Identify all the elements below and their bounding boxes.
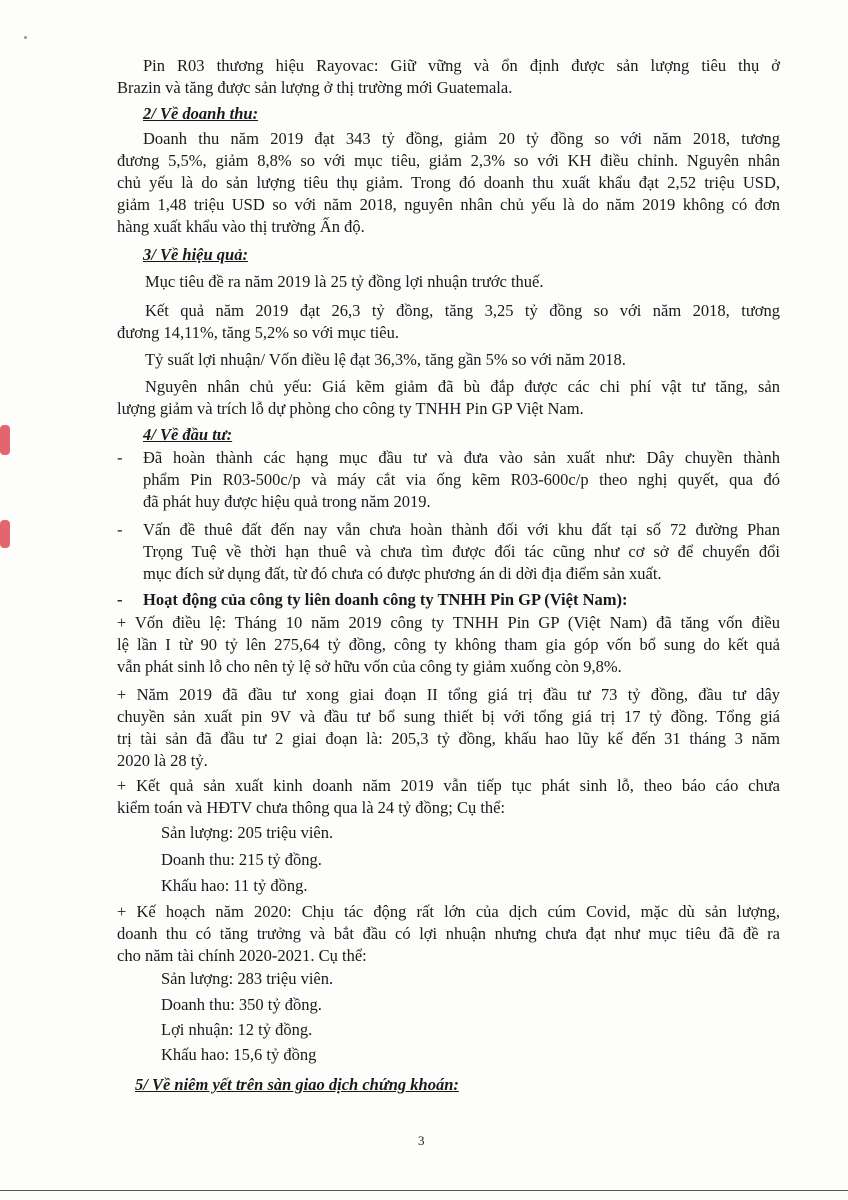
paragraph-line: cho năm tài chính 2020-2021. Cụ thể: (117, 946, 367, 965)
scan-speck (24, 36, 27, 39)
paragraph-line: đương 14,11%, tăng 5,2% so với mục tiêu. (117, 323, 399, 342)
paragraph-line: 2020 là 28 tỷ. (117, 751, 208, 770)
bullet-dash: - (117, 590, 123, 609)
page-number: 3 (418, 1133, 425, 1148)
paragraph-line: Kết quả năm 2019 đạt 26,3 tỷ đồng, tăng 3,25 tỷ đồng so với năm 2018, tương (145, 301, 780, 320)
paragraph-line: Brazin và tăng được sản lượng ở thị trường mới Guatemala. (117, 78, 513, 97)
paragraph-line: trị tài sản đã đầu tư 2 giai đoạn là: 205,3 tỷ đồng, khấu hao lũy kế đến 31 tháng 3 năm (117, 729, 780, 748)
paragraph-line: lượng giảm và trích lỗ dự phòng cho công ty TNHH Pin GP Việt Nam. (117, 399, 584, 418)
red-stamp-edge (0, 520, 10, 548)
paragraph-line: giảm 1,48 triệu USD so với năm 2018, nguyên nhân chủ yếu là do năm 2019 không có đơn (117, 195, 780, 214)
paragraph-line: lệ lần I từ 90 tỷ lên 275,64 tỷ đồng, công ty không tham gia góp vốn bổ sung do kết quả (117, 635, 780, 654)
red-stamp-edge (0, 425, 10, 455)
section-heading: 5/ Về niêm yết trên sàn giao dịch chứng khoán: (135, 1075, 459, 1094)
plan-item: Khấu hao: 15,6 tỷ đồng (161, 1045, 317, 1064)
paragraph-line: vẫn phát sinh lỗ cho nên tỷ lệ sở hữu vốn của công ty giảm xuống còn 9,8%. (117, 657, 622, 676)
bullet-line: đã phát huy được hiệu quả trong năm 2019. (143, 492, 431, 511)
page-bottom-edge (0, 1190, 848, 1191)
paragraph-line: chủ yếu là do sản lượng tiêu thụ giảm. Trong đó doanh thu xuất khẩu đạt 2,52 triệu USD, (117, 173, 780, 192)
bullet-line: Trọng Tuệ về thời hạn thuê và chưa tìm được đối tác cũng như cơ sở để chuyển đổi (143, 542, 780, 561)
paragraph-line: Tỷ suất lợi nhuận/ Vốn điều lệ đạt 36,3%, tăng gần 5% so với năm 2018. (145, 350, 626, 369)
section-heading: 2/ Về doanh thu: (143, 104, 259, 123)
bullet-line: mục đích sử dụng đất, từ đó chưa có được phương án di dời địa điểm sản xuất. (143, 564, 662, 583)
plan-item: Lợi nhuận: 12 tỷ đồng. (161, 1020, 313, 1039)
paragraph-line: + Kết quả sản xuất kinh doanh năm 2019 vẫn tiếp tục phát sinh lỗ, theo báo cáo chưa (117, 776, 780, 795)
paragraph-line: Pin R03 thương hiệu Rayovac: Giữ vững và ổn định được sản lượng tiêu thụ ở (143, 56, 780, 75)
section-heading: 4/ Về đầu tư: (143, 425, 233, 444)
paragraph-line: Mục tiêu đề ra năm 2019 là 25 tỷ đồng lợi nhuận trước thuế. (145, 272, 544, 291)
paragraph-line: kiểm toán và HĐTV chưa thông qua là 24 tỷ đồng; Cụ thể: (117, 798, 506, 817)
paragraph-line: đương 5,5%, giảm 8,8% so với mục tiêu, giảm 2,3% so với KH điều chỉnh. Nguyên nhân (117, 151, 780, 170)
paragraph-line: Doanh thu năm 2019 đạt 343 tỷ đồng, giảm 20 tỷ đồng so với năm 2018, tương (143, 129, 780, 148)
plan-item: Sản lượng: 283 triệu viên. (161, 969, 334, 988)
paragraph-line: + Năm 2019 đã đầu tư xong giai đoạn II tổng giá trị đầu tư 73 tỷ đồng, đầu tư dây (117, 685, 780, 704)
paragraph-line: chuyền sản xuất pin 9V và đầu tư bổ sung thiết bị với tổng giá trị 17 tỷ đồng. Tổng giá (117, 707, 780, 726)
paragraph-line: + Kế hoạch năm 2020: Chịu tác động rất lớn của dịch cúm Covid, mặc dù sản lượng, (117, 902, 780, 921)
bullet-line: Vấn đề thuê đất đến nay vẫn chưa hoàn thành đối với khu đất tại số 72 đường Phan (143, 520, 780, 539)
result-item: Sản lượng: 205 triệu viên. (161, 823, 334, 842)
bullet-dash: - (117, 520, 123, 539)
subsection-heading: Hoạt động của công ty liên doanh công ty TNHH Pin GP (Việt Nam): (143, 590, 628, 609)
plan-item: Doanh thu: 350 tỷ đồng. (161, 995, 322, 1014)
bullet-line: Đã hoàn thành các hạng mục đầu tư và đưa vào sản xuất như: Dây chuyền thành (143, 448, 780, 467)
paragraph-line: hàng xuất khẩu vào thị trường Ấn độ. (117, 217, 365, 236)
result-item: Doanh thu: 215 tỷ đồng. (161, 850, 322, 869)
bullet-line: phẩm Pin R03-500c/p và máy cắt via ống kẽm R03-600c/p theo nghị quyết, qua đó (143, 470, 780, 489)
paragraph-line: + Vốn điều lệ: Tháng 10 năm 2019 công ty TNHH Pin GP (Việt Nam) đã tăng vốn điều (117, 613, 780, 632)
bullet-dash: - (117, 448, 123, 467)
paragraph-line: Nguyên nhân chủ yếu: Giá kẽm giảm đã bù đắp được các chi phí vật tư tăng, sản (145, 377, 780, 396)
section-heading: 3/ Về hiệu quả: (143, 245, 248, 264)
paragraph-line: doanh thu có tăng trưởng và bắt đầu có lợi nhuận nhưng chưa đạt như mục tiêu đã đề ra (117, 924, 780, 943)
result-item: Khấu hao: 11 tỷ đồng. (161, 876, 308, 895)
